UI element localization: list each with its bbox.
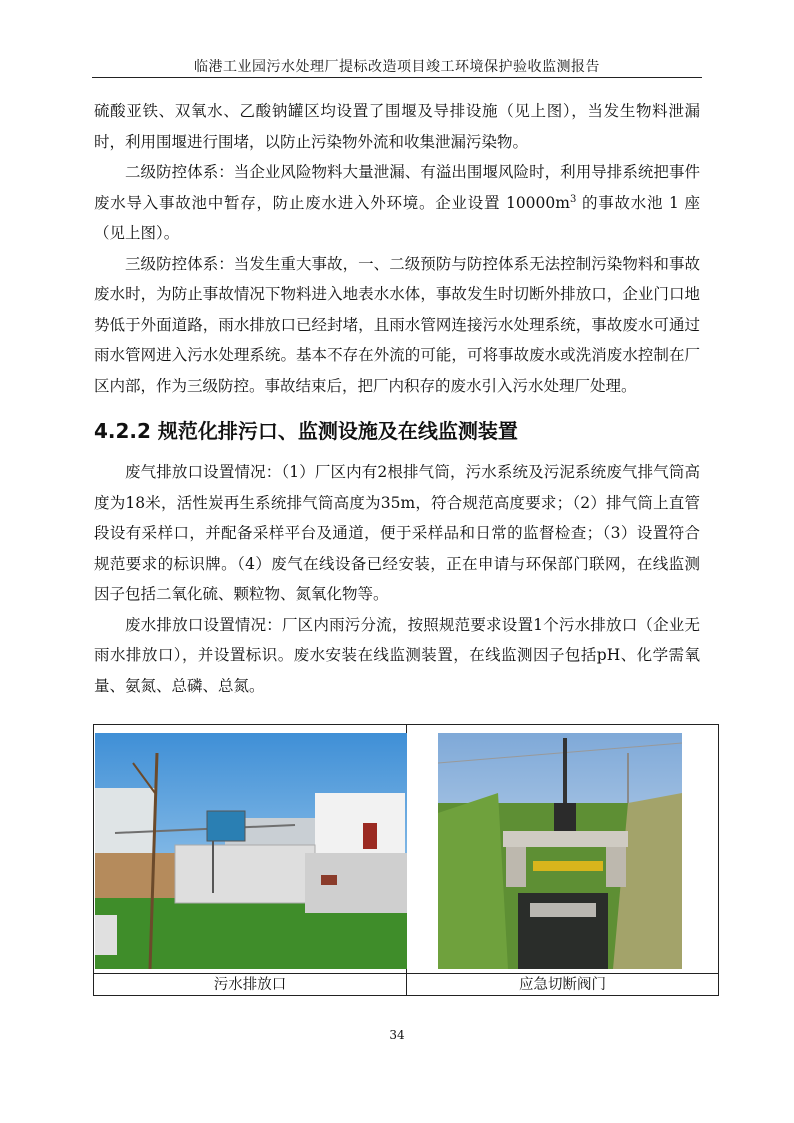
concrete-wall bbox=[305, 853, 407, 913]
left-pillar bbox=[506, 847, 526, 887]
curb bbox=[95, 915, 117, 955]
photo-sewage-outlet bbox=[95, 733, 407, 969]
body-text bbox=[94, 96, 700, 701]
right-pillar bbox=[606, 847, 626, 887]
header-rule bbox=[92, 77, 702, 78]
photo-emergency-valve bbox=[438, 733, 682, 969]
photo-table bbox=[93, 724, 719, 996]
outlet-box bbox=[321, 875, 337, 885]
caption-sewage-outlet: 污水排放口 bbox=[213, 977, 287, 993]
building-left bbox=[95, 788, 155, 858]
section-title: 4.2.2 规范化排污口、监测设施及在线监测装置 bbox=[94, 419, 518, 443]
page-number: 34 bbox=[389, 1028, 405, 1042]
paragraph-secondary-containment bbox=[94, 157, 700, 249]
paragraph-primary-containment: 硫酸亚铁、双氧水、乙酸钠罐区均设置了围堰及导排设施（见上图），当发生物料泄漏时，利用围堰进行围堵，以防止污染物外流和收集泄漏污染物。 bbox=[94, 102, 700, 151]
paragraph-wastewater-outlets: 废水排放口设置情况：厂区内雨污分流，按照规范要求设置1个污水排放口（企业无雨水排放口），并设置标识。废水安装在线监测装置，在线监测因子包括pH、化学需氧量、氨氮、总磷、总氮。 bbox=[94, 615, 700, 695]
table-divider-horizontal bbox=[94, 973, 718, 974]
valve-gear bbox=[554, 803, 576, 831]
emergency-valve-image bbox=[438, 733, 682, 969]
concrete-slab bbox=[530, 903, 596, 917]
superscript-3: 3 bbox=[569, 193, 577, 205]
secondary-text-b: 的事故水池 1 座（见上图）。 bbox=[94, 193, 700, 242]
sign-board bbox=[207, 811, 245, 841]
caption-emergency-valve: 应急切断阀门 bbox=[519, 977, 606, 993]
sewage-outlet-image bbox=[95, 733, 407, 969]
valve-platform bbox=[503, 831, 628, 847]
secondary-text-a: 二级防控体系：当企业风险物料大量泄漏、有溢出围堰风险时，利用导排系统把事件废水导入事故池中暂存，防止废水进入外环境。企业设置 10000m bbox=[94, 163, 700, 212]
paragraph-exhaust-outlets: 废气排放口设置情况：（1）厂区内有2根排气筒，污水系统及污泥系统废气排气筒高度为18米，活性炭再生系统排气筒高度为35m，符合规范高度要求；（2）排气筒上直管段设有采样口，并配备采样平台及通道，便于采样品和日常的监督检查；（3）设置符合规范要求的标识牌。（4）废气在线设备已经安装，正在申请与环保部门联网，在线监测因子包括二氧化硫、颗粒物、氮氧化物等。 bbox=[94, 463, 700, 603]
yellow-marker bbox=[533, 861, 603, 871]
outlet-structure bbox=[175, 845, 315, 903]
reeds-left bbox=[438, 793, 508, 969]
red-door bbox=[363, 823, 377, 849]
page-header: 临港工业园污水处理厂提标改造项目竣工环境保护验收监测报告 bbox=[194, 59, 600, 75]
paragraph-tertiary-containment: 三级防控体系：当发生重大事故，一、二级预防与防控体系无法控制污染物料和事故废水时，为防止事故情况下物料进入地表水水体，事故发生时切断外排放口，企业门口地势低于外面道路，雨水排放口已经封堵，且雨水管网连接污水处理系统，事故废水可通过雨水管网进入污水处理系统。基本不存在外流的可能，可将事故废水或洗消废水控制在厂区内部，作为三级防控。事故结束后，把厂内积存的废水引入污水处理厂处理。 bbox=[94, 254, 700, 395]
